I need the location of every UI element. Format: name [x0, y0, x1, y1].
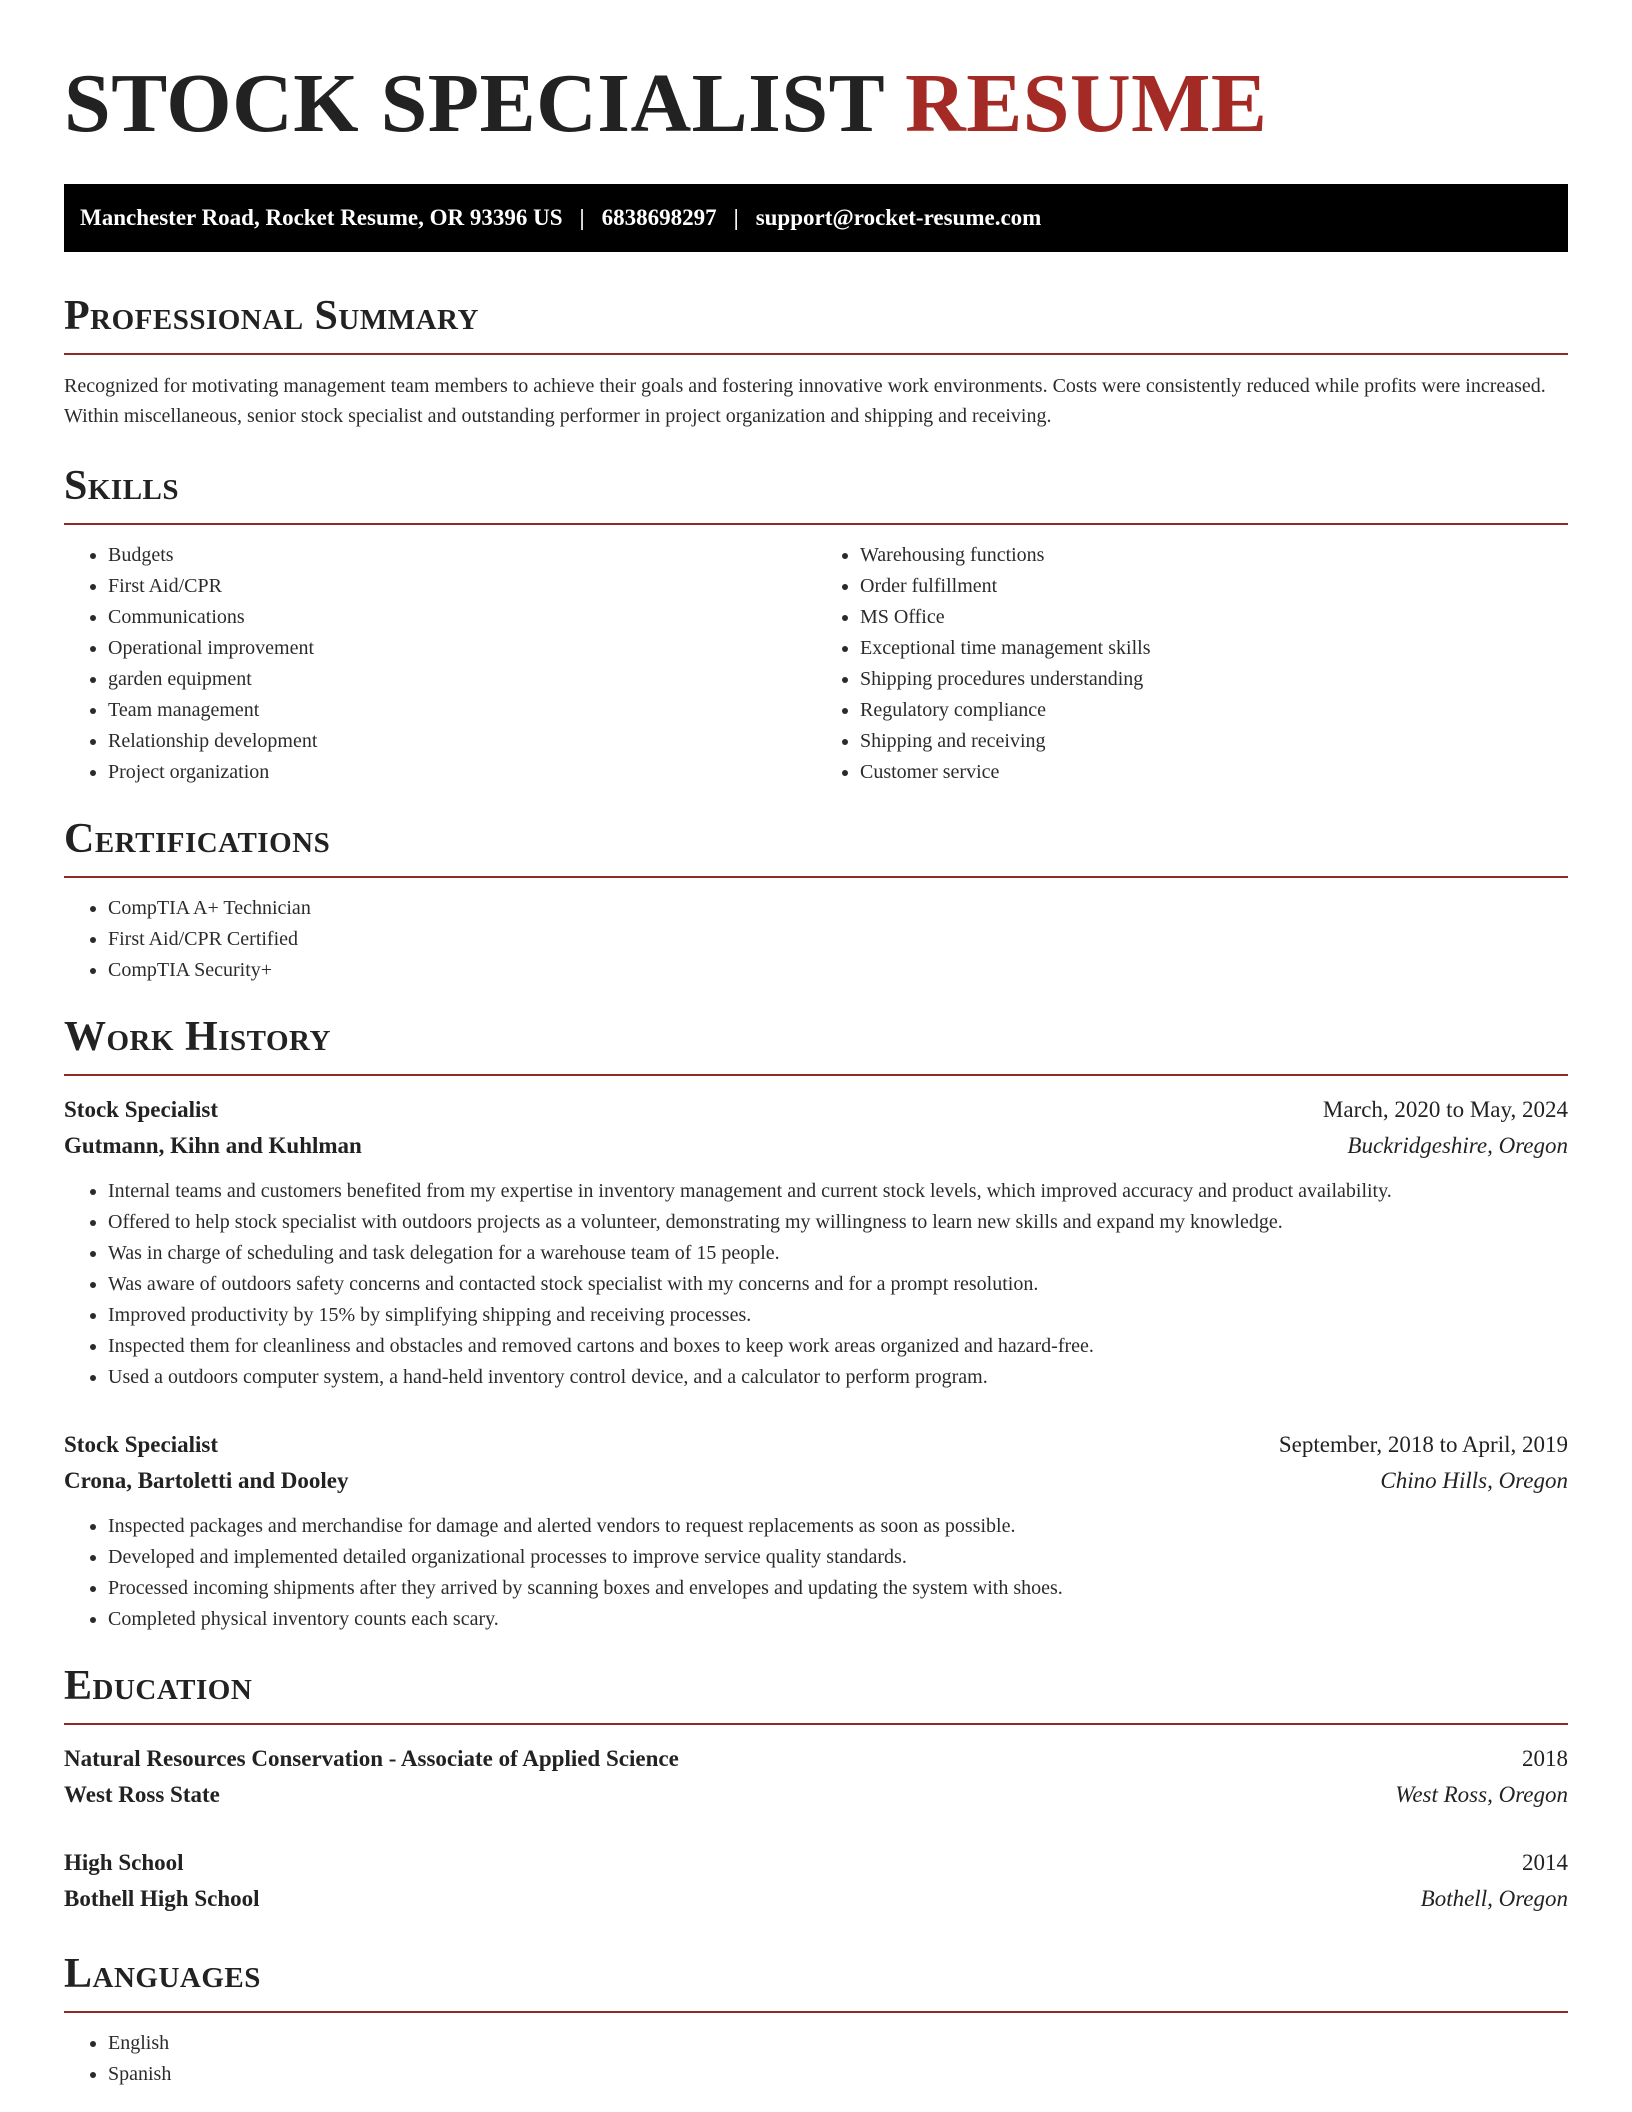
- education-school: West Ross State: [64, 1782, 220, 1807]
- contact-separator: |: [579, 205, 585, 230]
- job-bullet: • Completed physical inventory counts each scary.: [108, 1604, 1568, 1635]
- certification-item: • First Aid/CPR Certified: [108, 924, 1568, 955]
- job-bullet: • Processed incoming shipments after they arrived by scanning boxes and envelopes and updating the system with shoes.: [108, 1573, 1568, 1604]
- skill-item: • Exceptional time management skills: [860, 633, 1568, 664]
- job-bullet: • Internal teams and customers benefited from my expertise in inventory management and current stock levels, which improved accuracy and product availability.: [108, 1176, 1568, 1207]
- skill-item: • Warehousing functions: [860, 540, 1568, 571]
- skills-heading: Skills: [64, 461, 1568, 525]
- job-bullet: • Was in charge of scheduling and task delegation for a warehouse team of 15 people.: [108, 1238, 1568, 1269]
- job-entry: [64, 1092, 1568, 1393]
- job-bullet: • Improved productivity by 15% by simplifying shipping and receiving processes.: [108, 1300, 1568, 1331]
- language-item: • Spanish: [108, 2059, 1568, 2090]
- work-heading: Work History: [64, 1012, 1568, 1076]
- job-title-row: [64, 1092, 1568, 1128]
- title-main: STOCK SPECIALIST: [64, 57, 884, 150]
- skill-item: • MS Office: [860, 602, 1568, 633]
- job-location: Chino Hills, Oregon: [1380, 1468, 1568, 1493]
- job-bullets: [64, 1176, 1568, 1393]
- education-section: [64, 1661, 1568, 1917]
- job-bullet: • Developed and implemented detailed organizational processes to improve service quality standards.: [108, 1542, 1568, 1573]
- job-bullet: • Inspected packages and merchandise for damage and alerted vendors to request replacements as soon as possible.: [108, 1511, 1568, 1542]
- summary-text: Recognized for motivating management team members to achieve their goals and fostering innovative work environments. Costs were consistently reduced while profits were increased. Within miscellaneous, senior stock specialist and outstanding performer in project organization and shipping and receiving.: [64, 375, 1546, 427]
- skill-item: • Budgets: [108, 540, 816, 571]
- job-bullet: • Was aware of outdoors safety concerns and contacted stock specialist with my concerns and for a prompt resolution.: [108, 1269, 1568, 1300]
- languages-section: [64, 1949, 1568, 2090]
- job-title-row: [64, 1427, 1568, 1463]
- languages-list: [64, 2028, 1568, 2090]
- skills-list-right: [816, 540, 1568, 788]
- job-entry: [64, 1427, 1568, 1635]
- job-title: Stock Specialist: [64, 1097, 218, 1122]
- certifications-list: [64, 893, 1568, 986]
- contact-bar: [64, 184, 1568, 252]
- skill-item: • Team management: [108, 695, 816, 726]
- work-section: [64, 1012, 1568, 1635]
- contact-email: support@rocket-resume.com: [755, 205, 1042, 230]
- certification-item: • CompTIA Security+: [108, 955, 1568, 986]
- summary-section: [64, 291, 1568, 431]
- education-school-row: [64, 1881, 1568, 1917]
- skill-item: • Shipping and receiving: [860, 726, 1568, 757]
- job-company-row: [64, 1128, 1568, 1164]
- education-heading: Education: [64, 1661, 1568, 1725]
- skills-list-left: [64, 540, 816, 788]
- job-bullet: • Offered to help stock specialist with outdoors projects as a volunteer, demonstrating my willingness to learn new skills and expand my knowledge.: [108, 1207, 1568, 1238]
- certifications-heading: Certifications: [64, 814, 1568, 878]
- education-school: Bothell High School: [64, 1886, 260, 1911]
- skill-item: • Relationship development: [108, 726, 816, 757]
- skill-item: • Communications: [108, 602, 816, 633]
- education-degree-row: [64, 1741, 1568, 1777]
- languages-heading: Languages: [64, 1949, 1568, 2013]
- contact-address: Manchester Road, Rocket Resume, OR 93396 US: [80, 205, 563, 230]
- contact-phone: 6838698297: [601, 205, 717, 230]
- skill-item: • Customer service: [860, 757, 1568, 788]
- education-entry: [64, 1741, 1568, 1813]
- skills-section: [64, 461, 1568, 788]
- skills-grid: [64, 540, 1568, 788]
- education-location: West Ross, Oregon: [1395, 1782, 1568, 1807]
- job-bullets: [64, 1511, 1568, 1635]
- job-company-row: [64, 1463, 1568, 1499]
- education-year: 2014: [1522, 1850, 1568, 1875]
- education-year: 2018: [1522, 1746, 1568, 1771]
- job-dates: March, 2020 to May, 2024: [1322, 1097, 1568, 1122]
- education-entry: [64, 1845, 1568, 1917]
- skill-item: • First Aid/CPR: [108, 571, 816, 602]
- education-school-row: [64, 1777, 1568, 1813]
- certifications-section: [64, 814, 1568, 986]
- skill-item: • Regulatory compliance: [860, 695, 1568, 726]
- job-bullet: • Inspected them for cleanliness and obstacles and removed cartons and boxes to keep work areas organized and hazard-free.: [108, 1331, 1568, 1362]
- education-degree: Natural Resources Conservation - Associate of Applied Science: [64, 1746, 679, 1771]
- job-company: Crona, Bartoletti and Dooley: [64, 1468, 349, 1493]
- skill-item: • Shipping procedures understanding: [860, 664, 1568, 695]
- summary-heading: Professional Summary: [64, 291, 1568, 355]
- resume-title: [64, 0, 1568, 158]
- job-company: Gutmann, Kihn and Kuhlman: [64, 1133, 362, 1158]
- language-item: • English: [108, 2028, 1568, 2059]
- job-bullet: • Used a outdoors computer system, a hand-held inventory control device, and a calculator to perform program.: [108, 1362, 1568, 1393]
- skill-item: • Project organization: [108, 757, 816, 788]
- job-location: Buckridgeshire, Oregon: [1347, 1133, 1568, 1158]
- contact-separator: |: [733, 205, 739, 230]
- certification-item: • CompTIA A+ Technician: [108, 893, 1568, 924]
- job-dates: September, 2018 to April, 2019: [1278, 1432, 1568, 1457]
- title-accent: RESUME: [905, 57, 1268, 150]
- education-degree-row: [64, 1845, 1568, 1881]
- education-location: Bothell, Oregon: [1420, 1886, 1568, 1911]
- job-title: Stock Specialist: [64, 1432, 218, 1457]
- skill-item: • Operational improvement: [108, 633, 816, 664]
- education-degree: High School: [64, 1850, 184, 1875]
- skill-item: • garden equipment: [108, 664, 816, 695]
- skill-item: • Order fulfillment: [860, 571, 1568, 602]
